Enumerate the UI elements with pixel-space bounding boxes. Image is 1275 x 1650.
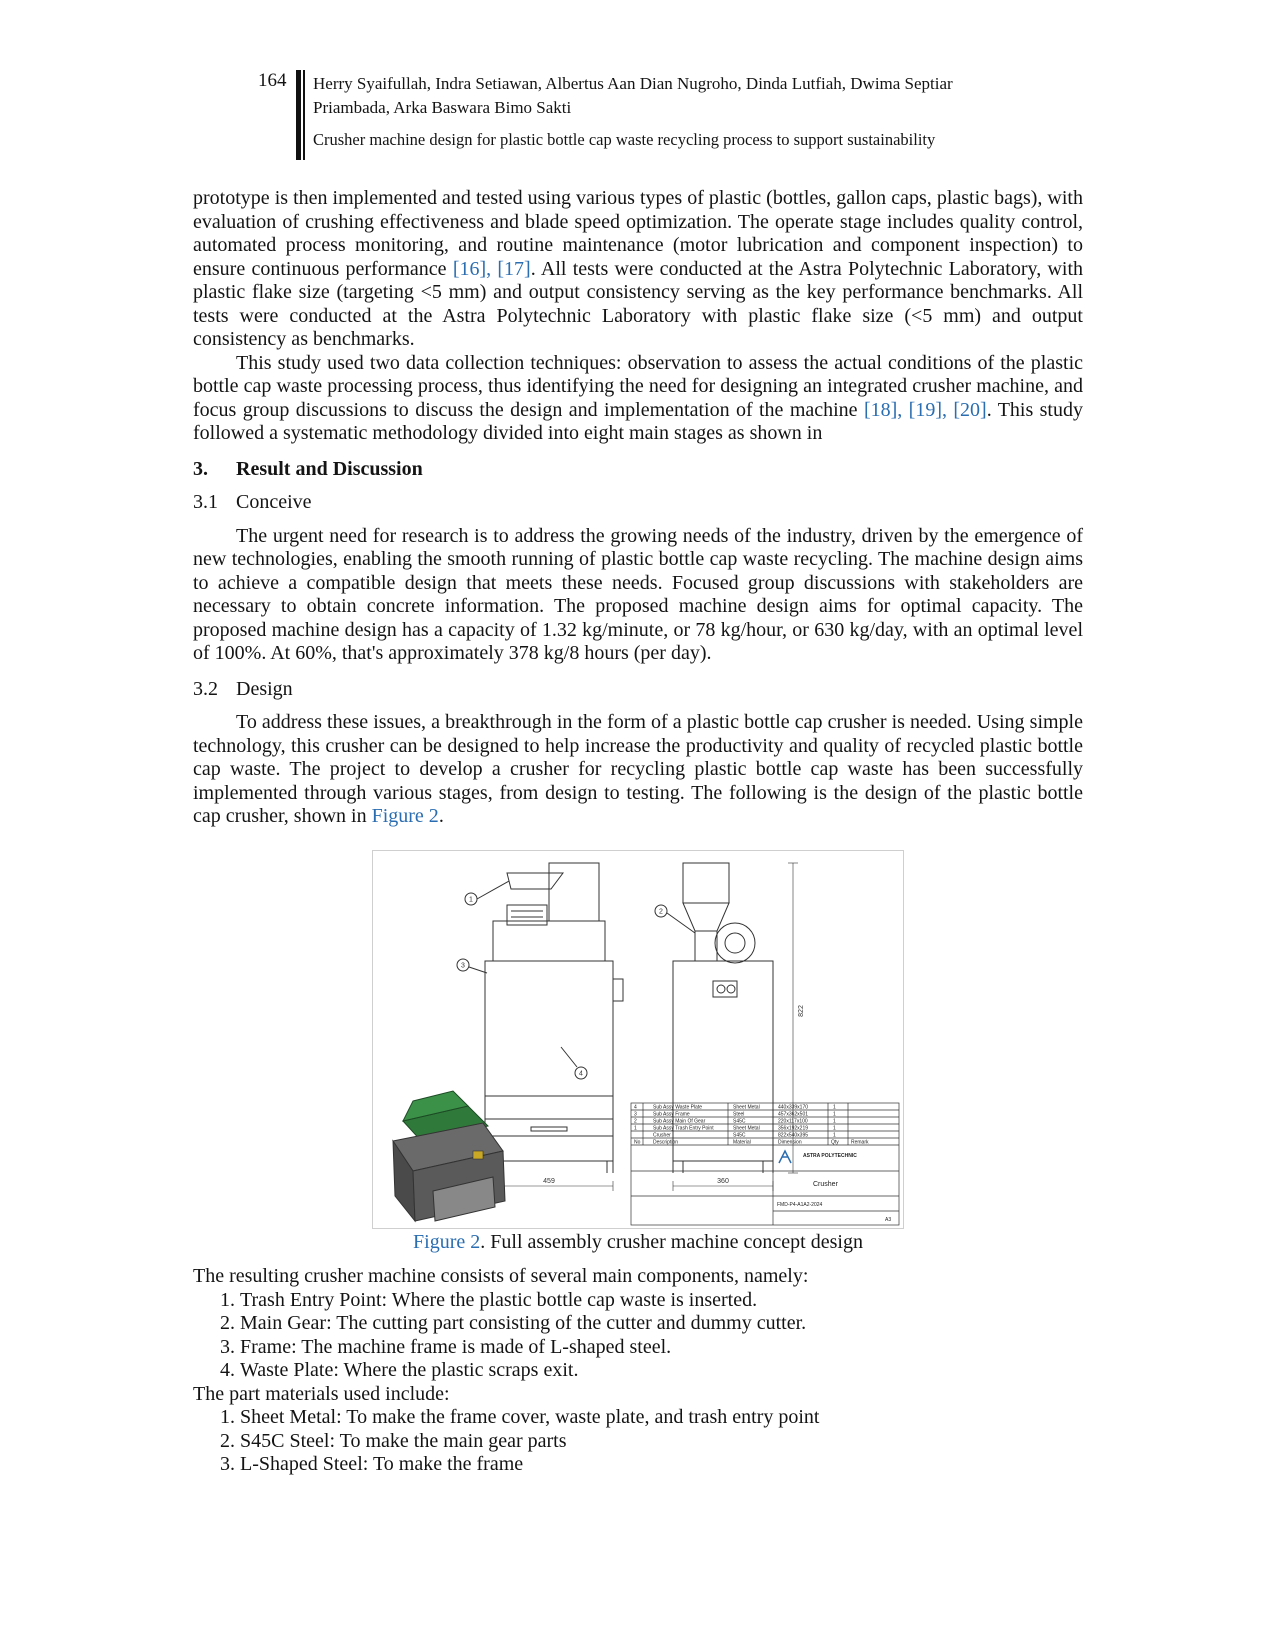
sheet-size: A3 [885, 1217, 892, 1223]
bom-cell: 1 [833, 1132, 836, 1139]
bom-cell: 1 [833, 1111, 836, 1118]
bom-cell: 356x192x219 [778, 1125, 809, 1132]
bom-cell: Sub Assy Frame [653, 1111, 690, 1118]
paragraph [193, 352, 1083, 446]
subsection-title: Conceive [236, 491, 312, 513]
text-run: . This study followed a systematic methodology divided into eight main stages as shown in [193, 398, 1083, 444]
header-rule-thin [303, 70, 305, 160]
list-item: 3. Frame: The machine frame is made of L-shaped steel. [240, 1336, 1083, 1360]
bom-cell: 220x117x100 [778, 1118, 808, 1125]
figure-link[interactable]: Figure 2 [371, 805, 439, 827]
authors-line-2: Priambada, Arka Baswara Bimo Sakti [313, 98, 572, 117]
list-item: 1. Sheet Metal: To make the frame cover, waste plate, and trash entry point [240, 1406, 1083, 1430]
subsection-heading [193, 678, 1083, 702]
paragraph [193, 711, 1083, 829]
drawing-title: Crusher [813, 1181, 838, 1188]
bom-cell: Steel [733, 1111, 745, 1118]
balloon-label: 3 [461, 962, 465, 970]
list-item: 3. L-Shaped Steel: To make the frame [240, 1453, 1083, 1477]
text-run: . All tests were conducted at the Astra Polytechnic Laboratory, with plastic flake size (targeting <5 mm) and output consistency serving as the key performance benchmarks. All tests were conducted at the Astra Polytechnic Laboratory with plastic flake size (<5 mm) and output consistency as benchmarks. [193, 257, 1084, 350]
header-authors [313, 72, 1073, 120]
bom-header: No [634, 1139, 641, 1146]
list-item: 4. Waste Plate: Where the plastic scraps exit. [240, 1359, 1083, 1383]
subsection-title: Design [236, 677, 293, 700]
bom-header: Material [733, 1139, 751, 1146]
bom-cell: 4 [634, 1104, 637, 1111]
bom-cell: 1 [833, 1118, 836, 1125]
citation-link[interactable]: [18], [19], [20] [863, 398, 987, 421]
body-text [193, 187, 1083, 829]
paragraph: The urgent need for research is to address the growing needs of the industry, driven by the emergence of new technologies, enabling the smooth running of plastic bottle cap waste recycling. The machine design aims to achieve a compatible design that meets these needs. Focused group discussions with stakeholders are necessary to obtain concrete information. The proposed machine design aims for optimal capacity. The proposed machine design has a capacity of 1.32 kg/minute, or 78 kg/hour, or 630 kg/day, with an optimal level of 100%. At 60%, that's approximately 378 kg/8 hours (per day). [193, 524, 1083, 664]
components-list [193, 1289, 1083, 1383]
front-view [485, 863, 623, 1191]
dimension-label: 360 [717, 1178, 729, 1185]
bom-cell: 3 [634, 1111, 637, 1118]
engineering-drawing [373, 851, 903, 1228]
dimension-label: 822 [798, 1005, 805, 1017]
balloon-label: 1 [469, 896, 473, 904]
subsection-number: 3.1 [193, 491, 218, 513]
bom-cell: Sheet Metal [733, 1104, 760, 1111]
bom-header: Remark [851, 1139, 869, 1146]
bom-cell: S45C [733, 1118, 746, 1125]
bom-cell: 1 [833, 1125, 836, 1132]
text-run: prototype is then implemented and tested using various types of plastic (bottles, gallon caps, plastic bags), with evaluation of crushing effectiveness and blade speed optimization. The operate stage includes quality control, automated process monitoring, and routine maintenance (motor lubrication and component inspection) to ensure continuous performance [193, 187, 1083, 280]
subsection-heading [193, 491, 1083, 515]
drawing-number: FMD-P4-A1A2-2024 [777, 1202, 823, 1208]
bom-header: Qty [831, 1139, 839, 1146]
balloon-label: 4 [579, 1070, 583, 1078]
list-item: 2. S45C Steel: To make the main gear parts [240, 1430, 1083, 1454]
citation-link[interactable]: [16], [17] [452, 257, 531, 280]
text-run: This study used two data collection techniques: observation to assess the actual conditions of the plastic bottle cap waste processing process, thus identifying the need for designing an integrated crusher machine, and focus group discussions to discuss the design and implementation of the machine [193, 351, 1083, 421]
components-intro: The resulting crusher machine consists of several main components, namely: [193, 1265, 809, 1287]
text-run: . [438, 805, 444, 827]
bom-cell: Sheet Metal [733, 1125, 760, 1132]
section-title: Result and Discussion [236, 457, 423, 480]
company-name: ASTRA POLYTECHNIC [803, 1153, 857, 1159]
figure-caption [193, 1231, 1083, 1254]
bom-cell: 440x339x170 [778, 1104, 809, 1111]
materials-intro: The part materials used include: [193, 1382, 450, 1405]
bom-cell: Sub Assy Main Of Gear [653, 1118, 706, 1125]
balloon-label: 2 [659, 908, 663, 916]
list-item: 2. Main Gear: The cutting part consisting of the cutter and dummy cutter. [240, 1312, 1083, 1336]
subsection-number: 3.2 [193, 677, 218, 700]
bom-cell: S45C [733, 1132, 746, 1139]
running-title: Crusher machine design for plastic bottle cap waste recycling process to support sustainability [313, 130, 936, 149]
authors-line-1: Herry Syaifullah, Indra Setiawan, Albertus Aan Dian Nugroho, Dinda Lutfiah, Dwima Septiar [313, 74, 953, 93]
bom-cell: Crusher [653, 1132, 671, 1139]
materials-list [193, 1406, 1083, 1477]
astra-logo [779, 1151, 791, 1163]
bom-header: Dimension [778, 1139, 802, 1146]
component-lists [193, 1265, 1083, 1477]
bom-cell: 822x540x395 [778, 1132, 809, 1139]
bom-cell: 457x362x501 [778, 1111, 809, 1118]
section-heading [193, 458, 1083, 482]
caption-text: . Full assembly crusher machine concept design [480, 1231, 863, 1253]
figure-crusher-drawing [372, 850, 904, 1229]
page-number: 164 [258, 70, 287, 91]
bom-cell: 1 [634, 1125, 637, 1132]
figure-label: Figure 2 [413, 1231, 481, 1253]
list-item: 1. Trash Entry Point: Where the plastic bottle cap waste is inserted. [240, 1289, 1083, 1313]
text-run: To address these issues, a breakthrough in the form of a plastic bottle cap crusher is needed. Using simple technology, this crusher can be designed to help increase the productivity and quality of recycled plastic bottle cap waste. The project to develop a crusher for recycling plastic bottle cap waste has been successfully implemented through various stages, from design to testing. The following is the design of the plastic bottle cap crusher, shown in [193, 711, 1083, 827]
paragraph [193, 187, 1083, 352]
header-rule [296, 70, 301, 160]
isometric-view [393, 1091, 505, 1221]
bom-cell: Sub Assy Trash Entry Point [653, 1125, 714, 1132]
bom-header: Description [653, 1139, 679, 1146]
bom-cell: 1 [833, 1104, 836, 1111]
bom-cell: 2 [634, 1118, 637, 1125]
section-number: 3. [193, 457, 208, 480]
dimension-label: 459 [543, 1178, 555, 1185]
bom-cell: Sub Assy Waste Plate [653, 1104, 703, 1111]
